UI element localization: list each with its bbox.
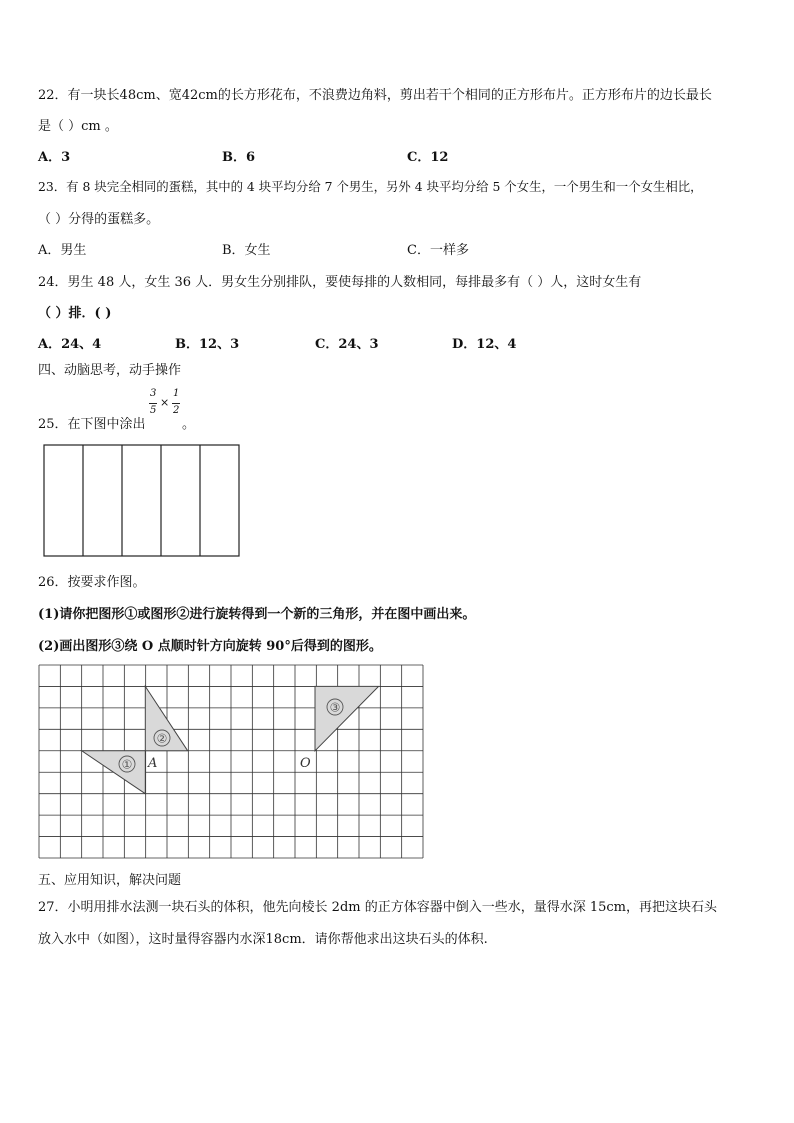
fraction2-numerator: 1 [173, 388, 180, 399]
q24-option-c: C．24、3 [315, 337, 379, 352]
q26-heading: 26．按要求作图。 [38, 575, 146, 590]
q27-text-line2: 放入水中（如图），这时量得容器内水深18cm．请你帮他求出这块石头的体积. [38, 932, 488, 947]
q25-column-dividers [83, 445, 200, 556]
section5-heading: 五、应用知识，解决问题 [38, 873, 182, 888]
q25-suffix: 。 [182, 417, 196, 432]
q22-option-c: C．12 [407, 150, 449, 165]
q27-text-line1: 27．小明用排水法测一块石头的体积，他先向棱长 2dm 的正方体容器中倒入一些水，量得水深 15cm，再把这块石头 [38, 900, 718, 915]
section4-heading: 四、动脑思考，动手操作 [38, 363, 182, 378]
shape1-label: ① [121, 757, 133, 772]
shape3-triangle [315, 686, 379, 750]
shape2-label: ② [156, 731, 168, 746]
q26-part1: (1)请你把图形①或图形②进行旋转得到一个新的三角形，并在图中画出来。 [38, 607, 476, 622]
fraction1-bar [149, 403, 157, 404]
q24-text-line2: （ ）排．( ) [38, 306, 112, 321]
q25-rectangle-outline [44, 445, 239, 556]
q24-text-line1: 24．男生 48 人，女生 36 人．男女生分别排队，要使每排的人数相同，每排最多有（ ）人，这时女生有 [38, 275, 642, 290]
q22-option-b: B．6 [222, 150, 256, 165]
shape3-label: ③ [329, 700, 341, 715]
fraction2-denominator: 2 [173, 405, 180, 416]
q23-option-c: C．一样多 [407, 243, 469, 258]
q22-text-line2: 是（ ）cm 。 [38, 119, 118, 134]
q24-option-b: B．12、3 [175, 337, 240, 352]
q26-part2: (2)画出图形③绕 O 点顺时针方向旋转 90°后得到的图形。 [38, 639, 382, 654]
q23-option-b: B．女生 [222, 243, 271, 258]
fraction1-numerator: 3 [150, 388, 157, 399]
point-o-label: O [300, 756, 311, 771]
q25-prefix: 25．在下图中涂出 [38, 417, 146, 432]
fraction2-bar [172, 403, 180, 404]
fraction1-denominator: 5 [150, 405, 157, 416]
q24-option-a: A．24、4 [38, 337, 102, 352]
q23-text-line2: （ ）分得的蛋糕多。 [38, 212, 160, 227]
q23-option-a: A．男生 [38, 243, 87, 258]
q22-option-a: A．3 [38, 150, 71, 165]
q23-text-line1: 23．有 8 块完全相同的蛋糕，其中的 4 块平均分给 7 个男生，另外 4 块平均分给 5 个女生，一个男生和一个女生相比， [38, 179, 703, 194]
q26-grid-figure [37, 663, 427, 861]
q25-rectangle-figure [43, 444, 241, 558]
q22-text-line1: 22．有一块长48cm、宽42cm的长方形花布，不浪费边角料，剪出若干个相同的正方形布片。正方形布片的边长最长 [38, 88, 712, 103]
point-a-label: A [148, 756, 158, 771]
q24-option-d: D．12、4 [452, 337, 517, 352]
times-sign: × [160, 396, 170, 409]
